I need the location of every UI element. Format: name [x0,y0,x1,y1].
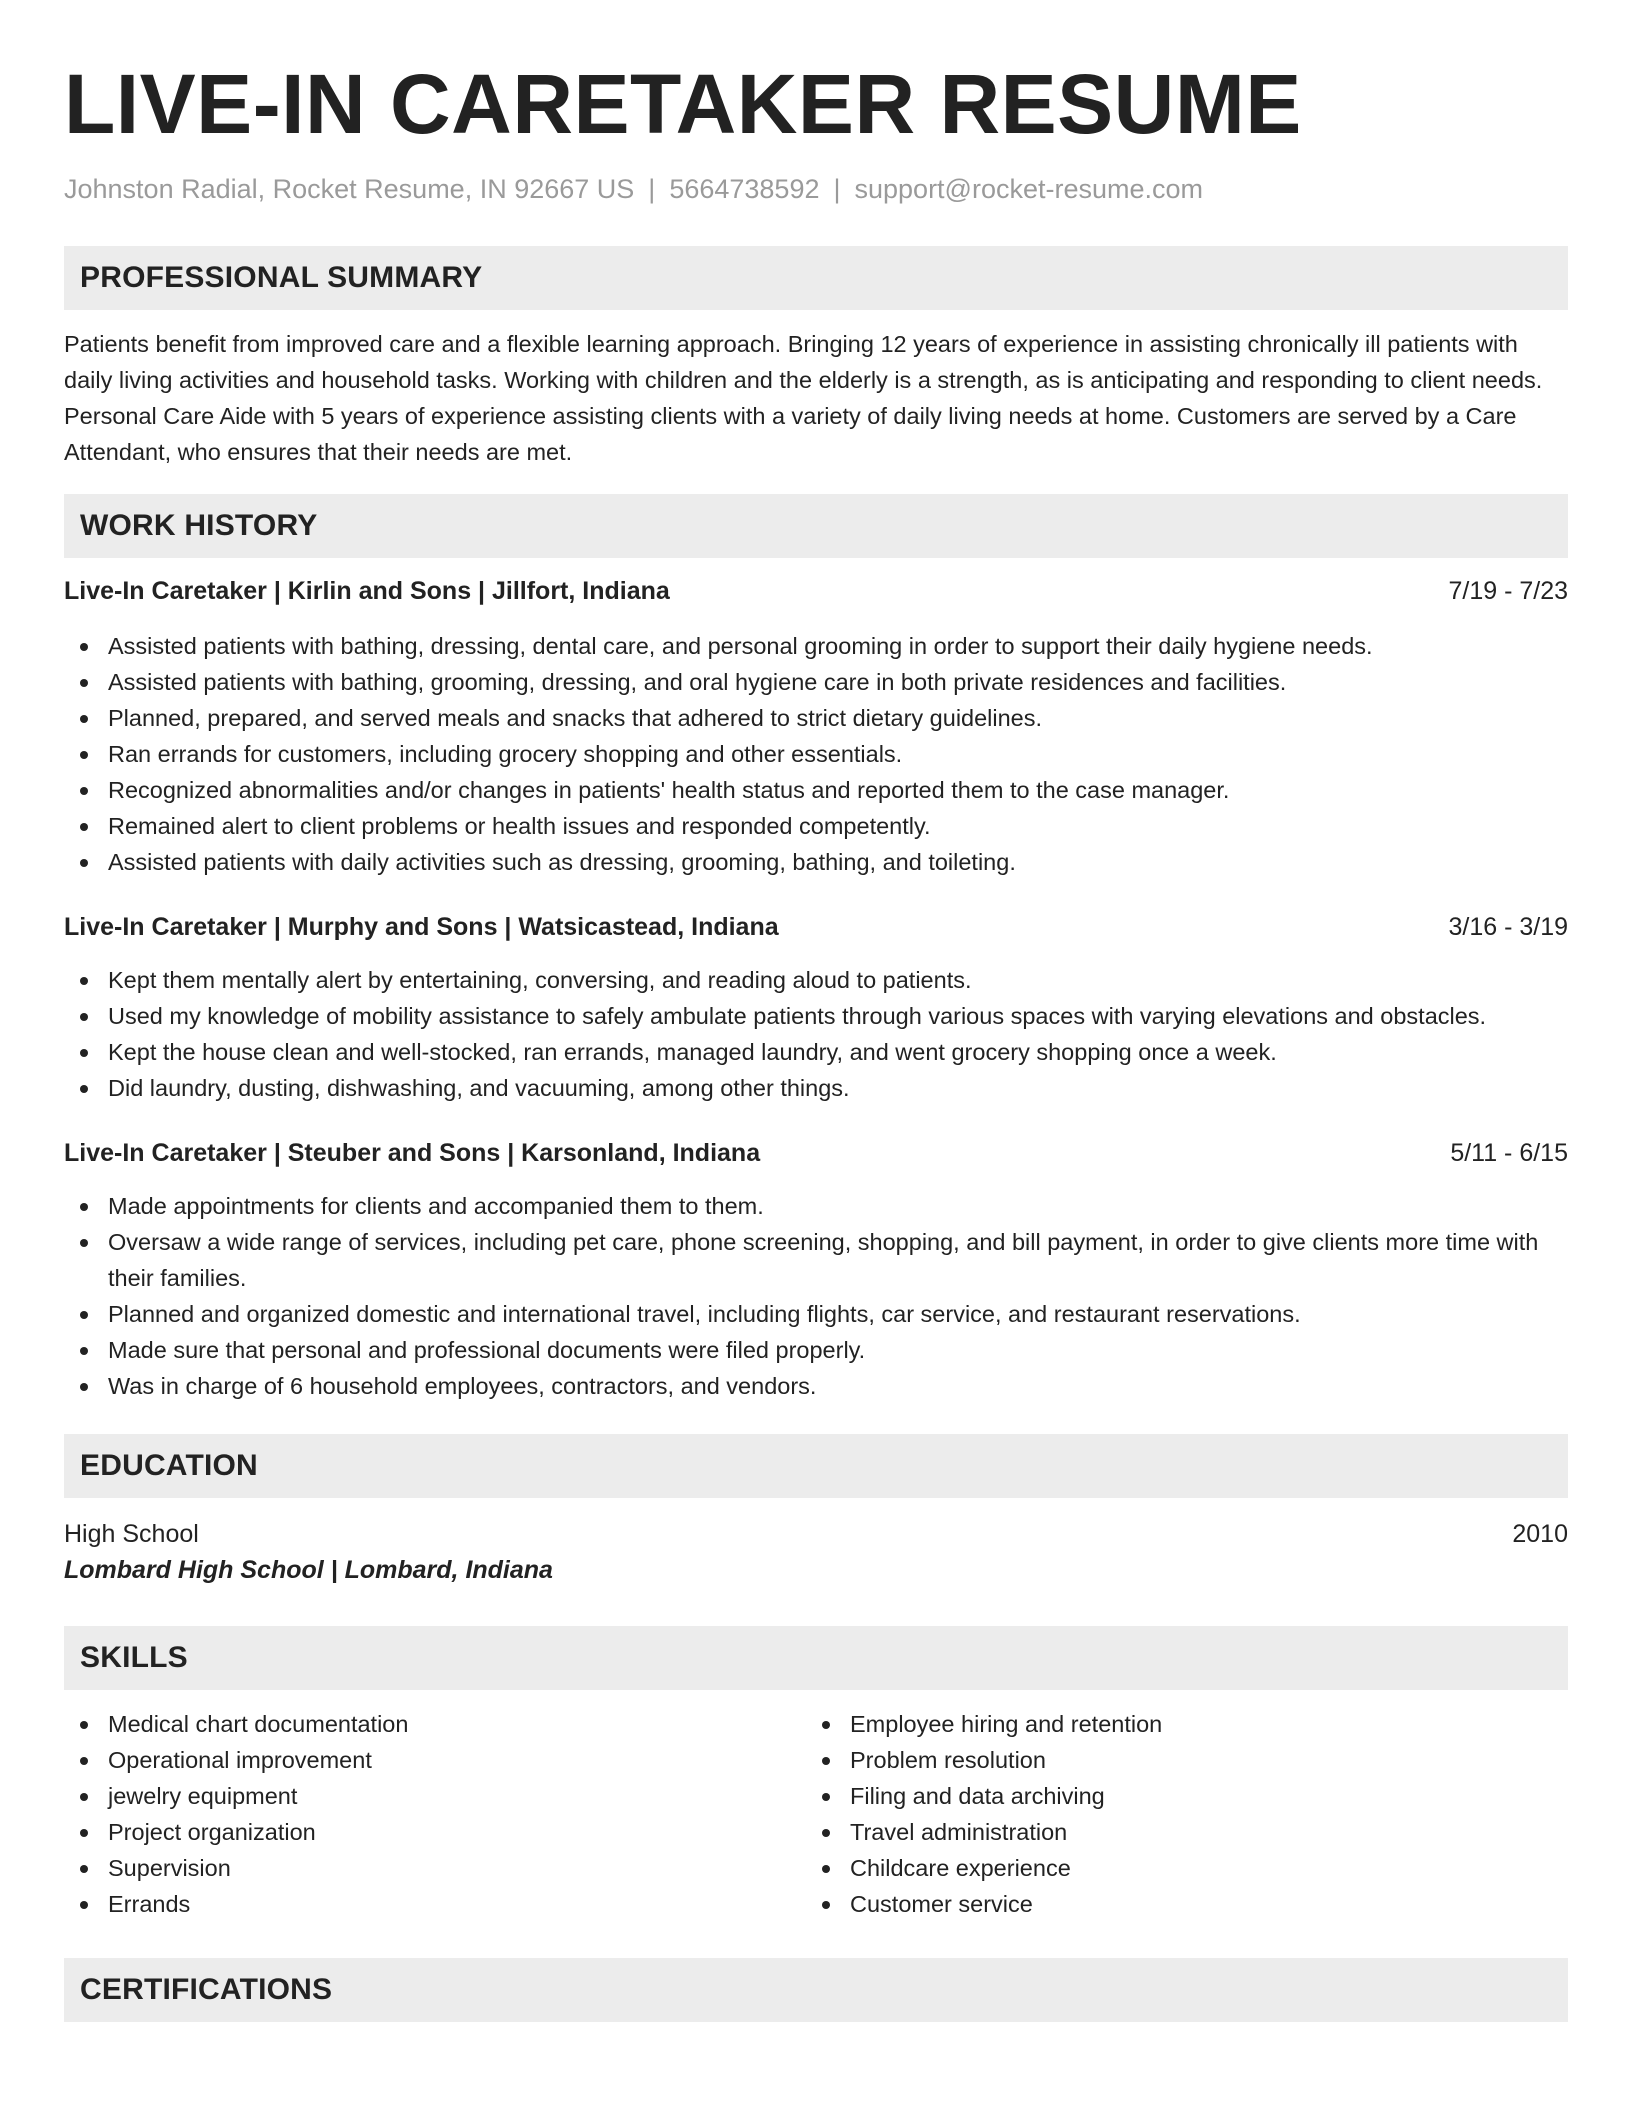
skill-item: Project organization [64,1814,806,1850]
skill-item: Childcare experience [806,1850,1548,1886]
section-header-work-history: WORK HISTORY [64,494,1568,558]
skill-item: Employee hiring and retention [806,1706,1548,1742]
job-entry [64,910,1568,1106]
list-item: Assisted patients with bathing, grooming, dressing, and oral hygiene care in both private residences and facilities. [64,664,1568,700]
job-entry [64,574,1568,880]
skill-item: Operational improvement [64,1742,806,1778]
skills-column-left [64,1706,806,1922]
job-dates: 3/16 - 3/19 [1448,913,1568,941]
list-item: Assisted patients with bathing, dressing, dental care, and personal grooming in order to support their daily hygiene needs. [64,628,1568,664]
list-item: Was in charge of 6 household employees, contractors, and vendors. [64,1368,1568,1404]
skill-item: Errands [64,1886,806,1922]
education-year: 2010 [1512,1520,1568,1548]
job-bullets [64,628,1568,880]
list-item: Planned, prepared, and served meals and snacks that adhered to strict dietary guidelines. [64,700,1568,736]
contact-email: support@rocket-resume.com [854,174,1204,204]
resume-page [64,0,1568,2022]
section-header-certifications: CERTIFICATIONS [64,1958,1568,2022]
section-header-skills: SKILLS [64,1626,1568,1690]
skill-item: Travel administration [806,1814,1548,1850]
list-item: Made sure that personal and professional documents were filed properly. [64,1332,1568,1368]
list-item: Recognized abnormalities and/or changes in patients' health status and reported them to the case manager. [64,772,1568,808]
job-bullets [64,1188,1568,1404]
section-header-summary: PROFESSIONAL SUMMARY [64,246,1568,310]
job-bullets [64,962,1568,1106]
education-header [64,1516,1568,1552]
skill-item: jewelry equipment [64,1778,806,1814]
education-entry [64,1516,1568,1588]
job-title: Live-In Caretaker | Kirlin and Sons | Jillfort, Indiana [64,577,670,605]
skill-item: Supervision [64,1850,806,1886]
job-title: Live-In Caretaker | Murphy and Sons | Watsicastead, Indiana [64,913,779,941]
list-item: Ran errands for customers, including grocery shopping and other essentials. [64,736,1568,772]
skill-item: Problem resolution [806,1742,1548,1778]
summary-text: Patients benefit from improved care and a flexible learning approach. Bringing 12 years of experience in assisting chronically ill patients with daily living activities and household tasks. Working with children and the elderly is a strength, as is anticipating and responding to client needs. Personal Care Aide with 5 years of experience assisting clients with a variety of daily living needs at home. Customers are served by a Care Attendant, who ensures that their needs are met. [64,331,1543,465]
skills-grid [64,1706,1568,1922]
job-entry [64,1136,1568,1404]
education-degree: High School [64,1520,199,1548]
list-item: Used my knowledge of mobility assistance to safely ambulate patients through various spaces with varying elevations and obstacles. [64,998,1568,1034]
list-item: Oversaw a wide range of services, including pet care, phone screening, shopping, and bill payment, in order to give clients more time with their families. [64,1224,1568,1296]
contact-separator: | [833,174,841,204]
job-title: Live-In Caretaker | Steuber and Sons | Karsonland, Indiana [64,1139,761,1167]
list-item: Assisted patients with daily activities such as dressing, grooming, bathing, and toileting. [64,844,1568,880]
job-dates: 7/19 - 7/23 [1448,577,1568,605]
job-header [64,910,1568,944]
job-header [64,574,1568,608]
list-item: Planned and organized domestic and international travel, including flights, car service, and restaurant reservations. [64,1296,1568,1332]
contact-line [64,172,1568,206]
education-school: Lombard High School | Lombard, Indiana [64,1556,553,1584]
list-item: Made appointments for clients and accompanied them to them. [64,1188,1568,1224]
job-dates: 5/11 - 6/15 [1450,1139,1568,1167]
skill-item: Medical chart documentation [64,1706,806,1742]
job-header [64,1136,1568,1170]
contact-address: Johnston Radial, Rocket Resume, IN 92667 US [64,174,635,204]
list-item: Kept the house clean and well-stocked, ran errands, managed laundry, and went grocery shopping once a week. [64,1034,1568,1070]
resume-title: LIVE-IN CARETAKER RESUME [64,57,1302,151]
skills-column-right [806,1706,1548,1922]
section-header-education: EDUCATION [64,1434,1568,1498]
contact-phone: 5664738592 [669,174,820,204]
skill-item: Customer service [806,1886,1548,1922]
skill-item: Filing and data archiving [806,1778,1548,1814]
contact-separator: | [648,174,656,204]
list-item: Remained alert to client problems or health issues and responded competently. [64,808,1568,844]
list-item: Did laundry, dusting, dishwashing, and vacuuming, among other things. [64,1070,1568,1106]
list-item: Kept them mentally alert by entertaining, conversing, and reading aloud to patients. [64,962,1568,998]
